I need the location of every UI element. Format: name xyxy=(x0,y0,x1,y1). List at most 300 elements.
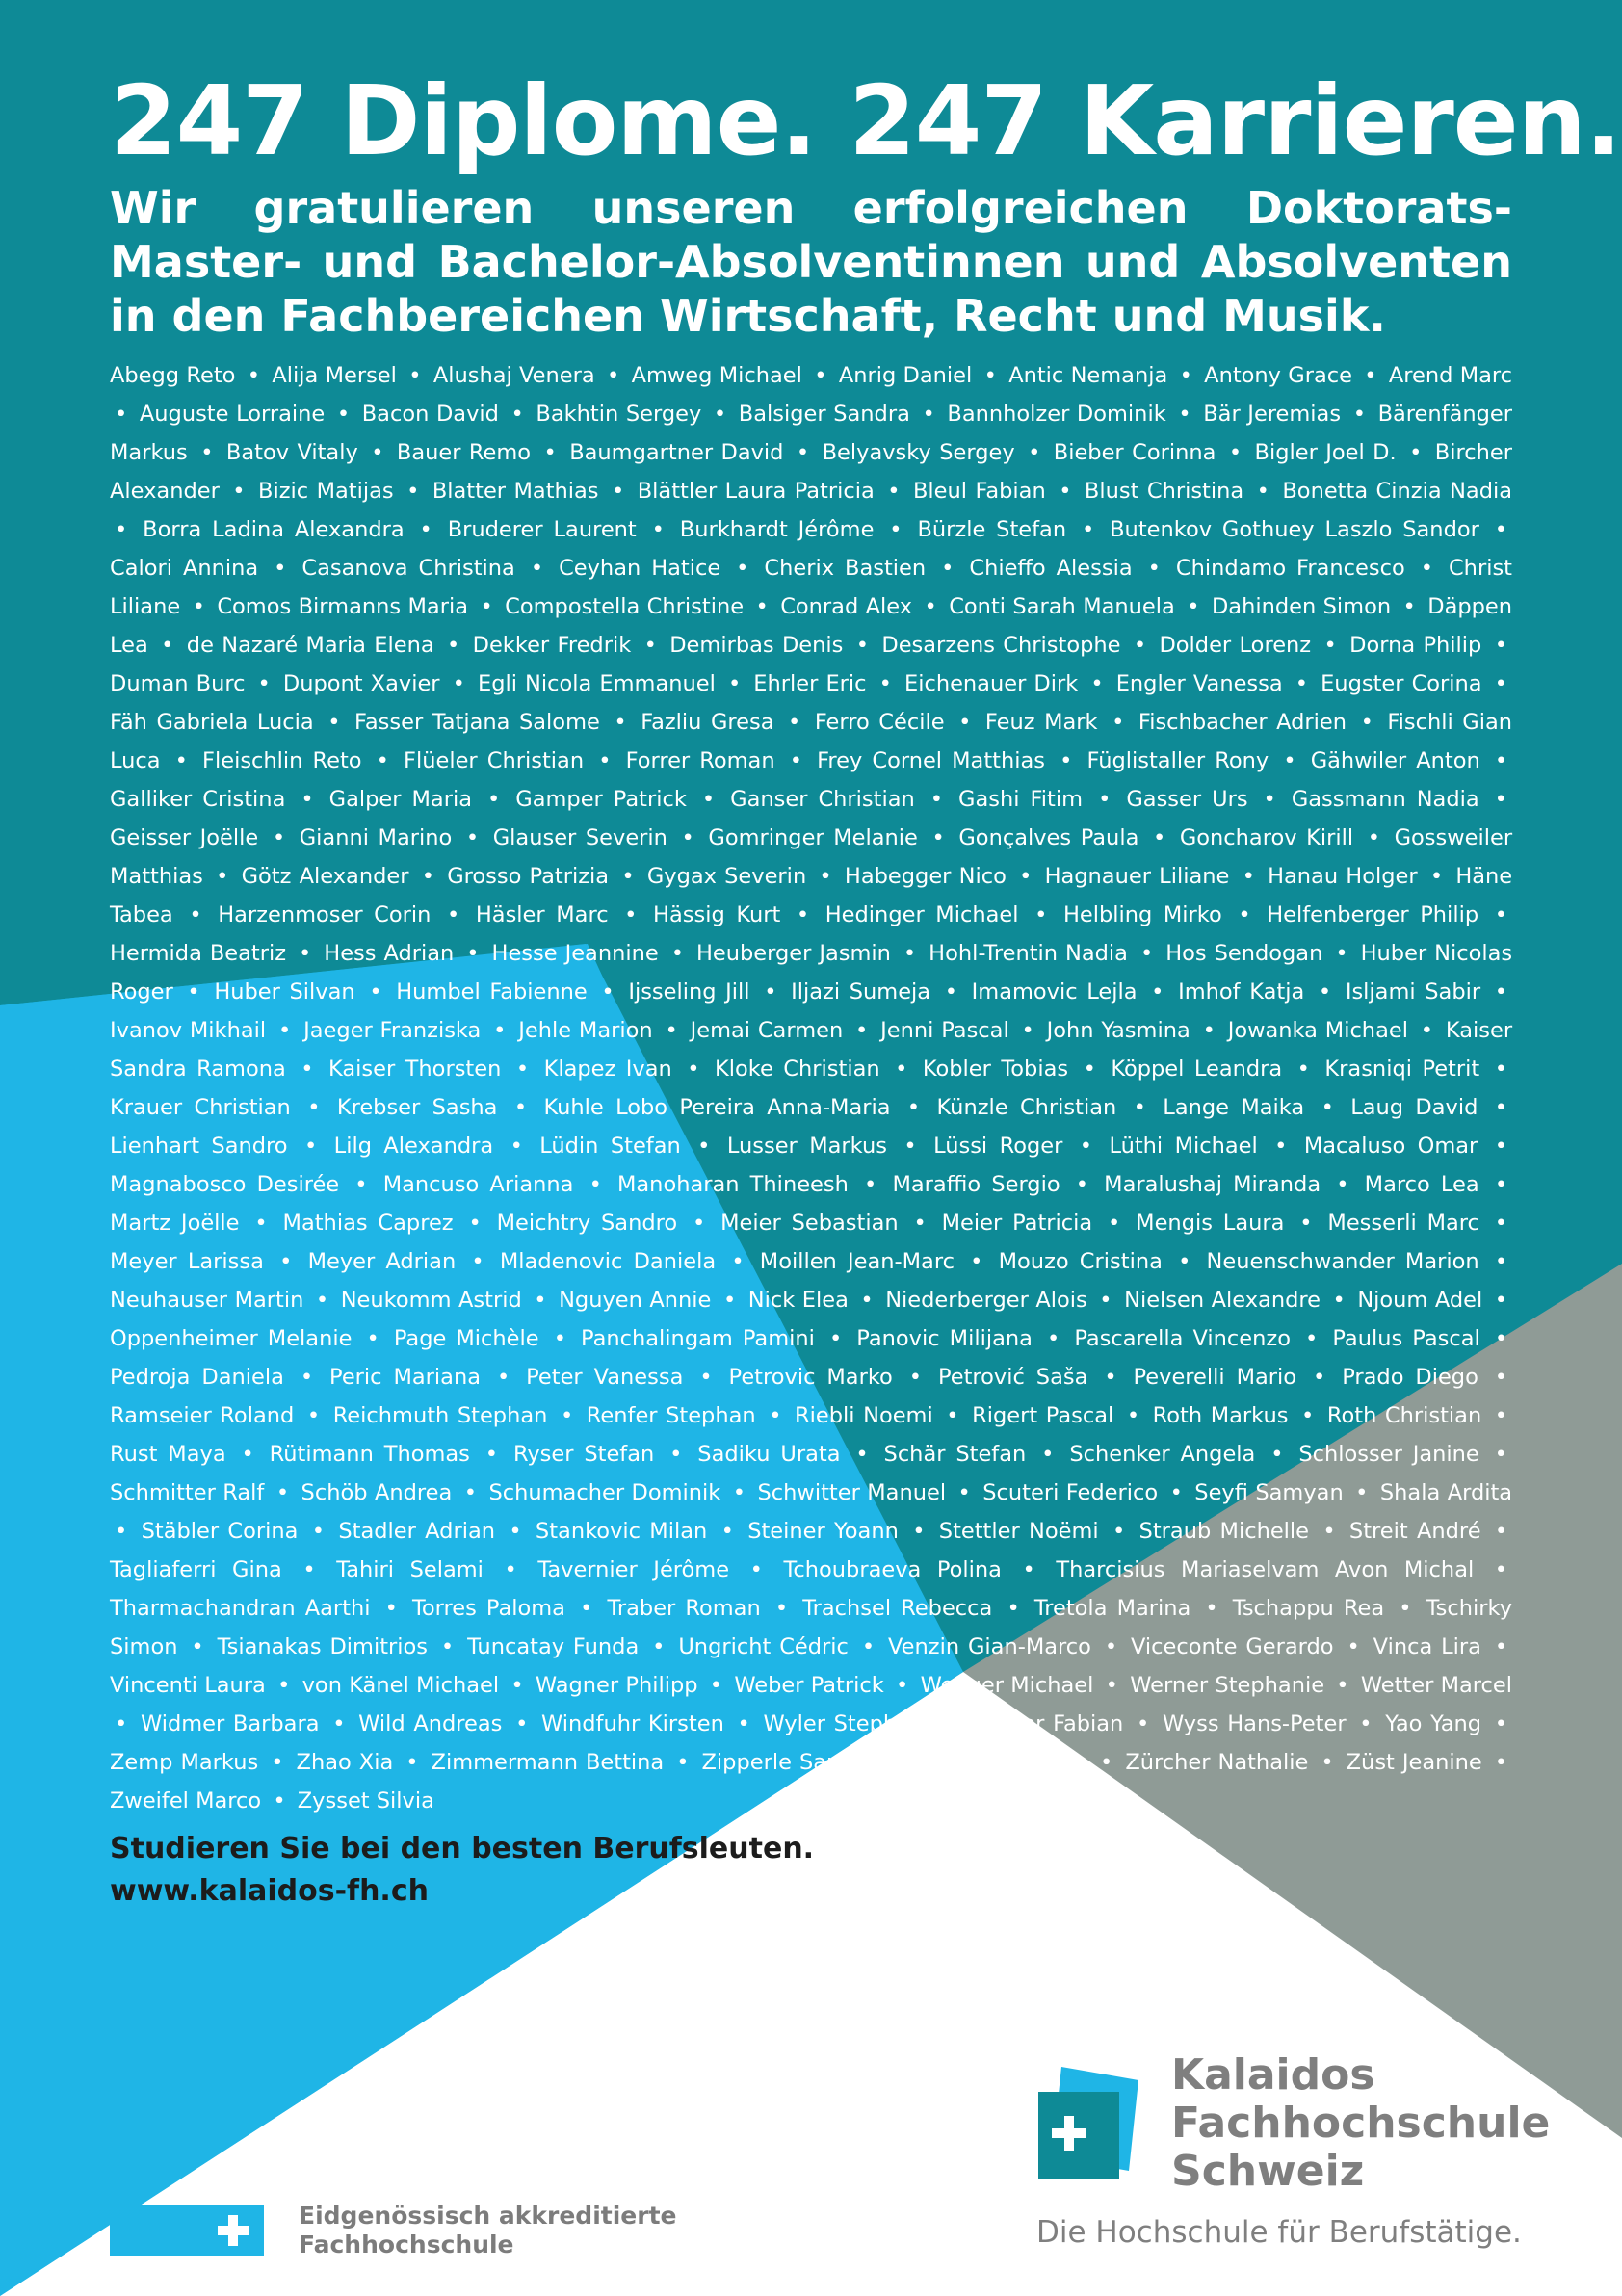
bullet-separator: • xyxy=(796,440,810,465)
graduate-name: Hos Sendogan xyxy=(1165,941,1323,966)
bullet-separator: • xyxy=(1133,1095,1146,1120)
graduate-name: Paulus Pascal xyxy=(1332,1326,1480,1351)
bullet-separator: • xyxy=(1041,1442,1055,1467)
bullet-separator: • xyxy=(669,1442,683,1467)
graduate-name: Gomringer Melanie xyxy=(708,825,918,850)
bullet-separator: • xyxy=(796,902,810,927)
bullet-separator: • xyxy=(465,825,480,850)
graduate-name: Gamper Patrick xyxy=(515,787,687,812)
bullet-separator: • xyxy=(543,440,557,465)
graduate-name: Tharcisius Mariaselvam Avon Michal xyxy=(1056,1557,1475,1582)
bullet-separator: • xyxy=(1352,402,1366,427)
graduate-name: Tchoubraeva Polina xyxy=(783,1557,1002,1582)
graduate-name: Zemp Markus xyxy=(110,1750,259,1775)
graduate-name: Nick Elea xyxy=(747,1288,849,1313)
graduate-name: Scuteri Federico xyxy=(982,1480,1159,1505)
bullet-separator: • xyxy=(484,1442,499,1467)
accreditation-text xyxy=(299,2202,676,2259)
graduate-name: Traber Roman xyxy=(607,1596,761,1621)
graduate-name: Hagnauer Liliane xyxy=(1044,864,1230,889)
graduate-name: Wyler Fabian xyxy=(981,1711,1124,1736)
graduate-name: Dekker Fredrik xyxy=(472,633,632,658)
graduate-name: Meier Patricia xyxy=(941,1211,1093,1236)
bullet-separator: • xyxy=(513,1095,528,1120)
bullet-separator: • xyxy=(277,1673,291,1698)
graduate-name: Bizic Matijas xyxy=(258,479,394,504)
bullet-separator: • xyxy=(1336,1673,1349,1698)
bullet-separator: • xyxy=(1021,1018,1034,1043)
graduate-name: Mathias Caprez xyxy=(282,1211,454,1236)
graduate-name: Panchalingam Pamini xyxy=(581,1326,815,1351)
graduate-name: von Känel Michael xyxy=(301,1673,500,1698)
bullet-separator: • xyxy=(302,1557,316,1582)
graduate-name: Goncharov Kirill xyxy=(1179,825,1354,850)
bullet-separator: • xyxy=(1295,671,1309,696)
graduate-name: Häne Tabea xyxy=(110,864,1513,927)
bullet-separator: • xyxy=(1494,1711,1507,1736)
graduate-name: Seyfi Samyan xyxy=(1194,1480,1344,1505)
accreditation-line-2: Fachhochschule xyxy=(299,2231,514,2258)
bullet-separator: • xyxy=(1359,1711,1373,1736)
bullet-separator: • xyxy=(1242,864,1255,889)
bullet-separator: • xyxy=(273,1788,286,1813)
graduate-name: Hermida Beatriz xyxy=(110,941,287,966)
graduate-name: Marco Lea xyxy=(1364,1172,1479,1197)
graduate-list xyxy=(110,356,1512,1820)
logo-line-3: Schweiz xyxy=(1171,2147,1365,2196)
bullet-separator: • xyxy=(447,902,460,927)
graduate-name: Ungricht Cédric xyxy=(678,1634,849,1659)
graduate-name: Imamovic Lejla xyxy=(971,979,1138,1004)
bullet-separator: • xyxy=(300,1365,314,1390)
graduate-name: Schwitter Manuel xyxy=(757,1480,947,1505)
bullet-separator: • xyxy=(1322,1519,1336,1544)
bullet-separator: • xyxy=(303,1134,318,1159)
bullet-separator: • xyxy=(1059,479,1072,504)
graduate-name: Arend Marc xyxy=(1388,363,1513,388)
bullet-separator: • xyxy=(1420,1018,1434,1043)
graduate-name: Schumacher Dominik xyxy=(488,1480,721,1505)
graduate-name: Bonetta Cinzia Nadia xyxy=(1282,479,1513,504)
accreditation-bar xyxy=(110,2205,264,2256)
bullet-separator: • xyxy=(651,517,665,542)
bullet-separator: • xyxy=(736,556,749,581)
bullet-separator: • xyxy=(1367,825,1381,850)
graduate-name: Züst Jeanine xyxy=(1346,1750,1482,1775)
bullet-separator: • xyxy=(1034,902,1048,927)
bullet-separator: • xyxy=(192,594,205,619)
graduate-name: Lüssi Roger xyxy=(933,1134,1063,1159)
bullet-separator: • xyxy=(1494,1750,1508,1775)
graduate-name: Alushaj Venera xyxy=(432,363,595,388)
website-link[interactable]: www.kalaidos-fh.ch xyxy=(110,1874,429,1908)
bullet-separator: • xyxy=(1139,941,1154,966)
bullet-separator: • xyxy=(1152,825,1166,850)
bullet-separator: • xyxy=(1335,941,1348,966)
graduate-name: Christ Liliane xyxy=(110,556,1512,619)
bullet-separator: • xyxy=(232,479,246,504)
bullet-separator: • xyxy=(693,1211,706,1236)
bullet-separator: • xyxy=(755,594,769,619)
graduate-name: Zuberbühler Julia xyxy=(900,1750,1088,1775)
graduate-name: Galper Maria xyxy=(328,787,472,812)
bullet-separator: • xyxy=(187,979,200,1004)
bullet-separator: • xyxy=(903,941,917,966)
bullet-separator: • xyxy=(327,710,341,735)
bullet-separator: • xyxy=(774,1596,789,1621)
bullet-separator: • xyxy=(315,1288,329,1313)
bullet-separator: • xyxy=(720,1519,734,1544)
bullet-separator: • xyxy=(861,1634,876,1659)
bullet-separator: • xyxy=(624,902,638,927)
bullet-separator: • xyxy=(769,1403,782,1428)
graduate-name: Ijsseling Jill xyxy=(628,979,750,1004)
bullet-separator: • xyxy=(946,1403,959,1428)
graduate-name: Meichtry Sandro xyxy=(496,1211,678,1236)
bullet-separator: • xyxy=(1318,979,1332,1004)
graduate-name: Widmer Barbara xyxy=(140,1711,320,1736)
logo-line-2: Fachhochschule xyxy=(1171,2099,1551,2148)
bullet-separator: • xyxy=(621,864,635,889)
graduate-name: Isljami Sabir xyxy=(1345,979,1481,1004)
graduate-name: Reichmuth Stephan xyxy=(332,1403,548,1428)
graduate-name: Hedinger Michael xyxy=(824,902,1019,927)
graduate-name: Mengis Laura xyxy=(1136,1211,1285,1236)
graduate-name: Conrad Alex xyxy=(780,594,913,619)
bullet-separator: • xyxy=(1494,1249,1508,1274)
bullet-separator: • xyxy=(1494,633,1507,658)
bullet-separator: • xyxy=(970,1249,983,1274)
graduate-name: Dolder Lorenz xyxy=(1159,633,1312,658)
graduate-name: Njoum Adel xyxy=(1357,1288,1483,1313)
graduate-name: Niederberger Alois xyxy=(885,1288,1087,1313)
graduate-name: Auguste Lorraine xyxy=(139,402,326,427)
graduate-name: Bieber Corinna xyxy=(1053,440,1216,465)
bullet-separator: • xyxy=(903,1134,917,1159)
graduate-name: Streit André xyxy=(1348,1519,1481,1544)
bullet-separator: • xyxy=(115,517,128,542)
bullet-separator: • xyxy=(1075,1172,1089,1197)
bullet-separator: • xyxy=(371,440,384,465)
graduate-name: Bürzle Stefan xyxy=(917,517,1067,542)
graduate-name: Frey Cornel Matthias xyxy=(817,748,1046,773)
main-content xyxy=(110,65,1621,1913)
graduate-name: Zürcher Nathalie xyxy=(1125,1750,1309,1775)
bullet-separator: • xyxy=(1104,1634,1118,1659)
bullet-separator: • xyxy=(1274,1134,1288,1159)
graduate-name: Geisser Joëlle xyxy=(110,825,259,850)
bullet-separator: • xyxy=(1360,710,1373,735)
graduate-name: Steiner Yoann xyxy=(747,1519,899,1544)
graduate-name: Messerli Marc xyxy=(1327,1211,1479,1236)
bullet-separator: • xyxy=(913,1211,927,1236)
graduate-name: Huber Silvan xyxy=(214,979,355,1004)
bullet-separator: • xyxy=(1205,1596,1218,1621)
bullet-separator: • xyxy=(332,1711,346,1736)
bullet-separator: • xyxy=(504,1557,517,1582)
bullet-separator: • xyxy=(908,1365,923,1390)
bullet-separator: • xyxy=(1347,1634,1360,1659)
graduate-name: Tharmachandran Aarthi xyxy=(110,1596,371,1621)
graduate-name: Yao Yang xyxy=(1385,1711,1482,1736)
graduate-name: Chieffo Alessia xyxy=(969,556,1133,581)
graduate-name: Shala Ardita xyxy=(1379,1480,1513,1505)
graduate-name: Oppenheimer Melanie xyxy=(110,1326,353,1351)
bullet-separator: • xyxy=(1494,517,1508,542)
graduate-name: Pascarella Vincenzo xyxy=(1074,1326,1291,1351)
graduate-name: Helfenberger Philip xyxy=(1267,902,1479,927)
graduate-name: Bruderer Laurent xyxy=(447,517,637,542)
graduate-name: Duman Burc xyxy=(110,671,246,696)
bullet-separator: • xyxy=(1494,979,1508,1004)
bullet-separator: • xyxy=(553,1326,566,1351)
bullet-separator: • xyxy=(452,671,465,696)
bullet-separator: • xyxy=(1169,1480,1183,1505)
graduate-name: Bär Jeremias xyxy=(1203,402,1342,427)
graduate-name: Demirbas Denis xyxy=(669,633,844,658)
bullet-separator: • xyxy=(336,402,351,427)
graduate-name: Eugster Corina xyxy=(1321,671,1482,696)
bullet-separator: • xyxy=(1104,1365,1117,1390)
graduate-name: Roth Christian xyxy=(1326,1403,1482,1428)
bullet-separator: • xyxy=(307,1095,321,1120)
bullet-separator: • xyxy=(510,1134,523,1159)
graduate-name: Schmitter Ralf xyxy=(110,1480,265,1505)
bullet-separator: • xyxy=(189,902,202,927)
graduate-name: Pedroja Daniela xyxy=(110,1365,284,1390)
bullet-separator: • xyxy=(709,1673,723,1698)
logo-tagline: Die Hochschule für Berufstätige. xyxy=(1036,2215,1522,2250)
graduate-name: Burkhardt Jérôme xyxy=(679,517,875,542)
graduate-name: Peric Mariana xyxy=(329,1365,481,1390)
graduate-name: Viceconte Gerardo xyxy=(1131,1634,1334,1659)
bullet-separator: • xyxy=(1108,1211,1121,1236)
bullet-separator: • xyxy=(912,1519,926,1544)
graduate-name: Gashi Fitim xyxy=(958,787,1084,812)
bullet-separator: • xyxy=(1399,1596,1412,1621)
graduate-name: Laug David xyxy=(1350,1095,1478,1120)
bullet-separator: • xyxy=(1409,440,1423,465)
bullet-separator: • xyxy=(1147,556,1161,581)
bullet-separator: • xyxy=(1494,1519,1508,1544)
graduate-name: Wyler Stephanie xyxy=(763,1711,944,1736)
bullet-separator: • xyxy=(1099,1288,1112,1313)
bullet-separator: • xyxy=(161,633,174,658)
graduate-name: Tagliaferri Gina xyxy=(110,1557,282,1582)
graduate-name: Zhao Xia xyxy=(296,1750,394,1775)
graduate-name: Kaiser Thorsten xyxy=(328,1057,502,1082)
graduate-name: Manoharan Thineesh xyxy=(616,1172,849,1197)
graduate-name: Engler Vanessa xyxy=(1115,671,1283,696)
bullet-separator: • xyxy=(957,1480,971,1505)
graduate-name: Gasser Urs xyxy=(1126,787,1248,812)
graduate-name: Sadiku Urata xyxy=(697,1442,841,1467)
bullet-separator: • xyxy=(922,402,935,427)
graduate-name: Wild Andreas xyxy=(358,1711,503,1736)
graduate-name: Belyavsky Sergey xyxy=(822,440,1015,465)
bullet-separator: • xyxy=(115,402,128,427)
graduate-name: Petrovic Marko xyxy=(728,1365,893,1390)
logo-wordmark xyxy=(1171,2051,1550,2196)
bullet-separator: • xyxy=(254,1211,268,1236)
graduate-name: Vincenti Laura xyxy=(110,1673,266,1698)
bullet-separator: • xyxy=(1112,710,1125,735)
bullet-separator: • xyxy=(1402,594,1416,619)
bullet-separator: • xyxy=(1301,1403,1315,1428)
graduate-name: Blättler Laura Patricia xyxy=(637,479,875,504)
graduate-name: Huber Nicolas Roger xyxy=(110,941,1513,1004)
bullet-separator: • xyxy=(1321,1095,1334,1120)
accreditation-badge xyxy=(110,2202,676,2259)
graduate-name: Bircher Alexander xyxy=(110,440,1512,504)
bullet-separator: • xyxy=(955,1711,970,1736)
graduate-name: Balsiger Sandra xyxy=(738,402,910,427)
bullet-separator: • xyxy=(924,594,937,619)
graduate-name: Lilg Alexandra xyxy=(333,1134,494,1159)
bullet-separator: • xyxy=(1187,594,1200,619)
graduate-name: Bigler Joel D. xyxy=(1254,440,1397,465)
bullet-separator: • xyxy=(1151,979,1164,1004)
bullet-separator: • xyxy=(1323,633,1337,658)
bullet-separator: • xyxy=(486,787,501,812)
logo-line-1: Kalaidos xyxy=(1171,2050,1375,2100)
graduate-name: Götz Alexander xyxy=(241,864,409,889)
graduate-name: Weber Patrick xyxy=(734,1673,884,1698)
bullet-separator: • xyxy=(789,748,802,773)
bullet-separator: • xyxy=(1305,1326,1319,1351)
bullet-separator: • xyxy=(1494,1134,1507,1159)
graduate-name: Lange Maika xyxy=(1163,1095,1305,1120)
bullet-separator: • xyxy=(749,1557,763,1582)
bullet-separator: • xyxy=(606,363,620,388)
bullet-separator: • xyxy=(257,671,271,696)
graduate-name: Panovic Milijana xyxy=(856,1326,1033,1351)
graduate-name: Ferro Cécile xyxy=(814,710,945,735)
graduate-name: Antony Grace xyxy=(1204,363,1352,388)
graduate-name: Antic Nemanja xyxy=(1008,363,1168,388)
accreditation-line-1: Eidgenössisch akkreditierte xyxy=(299,2202,677,2230)
graduate-name: Kuhle Lobo Pereira Anna-Maria xyxy=(543,1095,891,1120)
graduate-name: Rütimann Thomas xyxy=(269,1442,470,1467)
bullet-separator: • xyxy=(1296,1057,1310,1082)
graduate-name: Stankovic Milan xyxy=(535,1519,708,1544)
graduate-name: Fischbacher Adrien xyxy=(1138,710,1347,735)
bullet-separator: • xyxy=(676,1750,690,1775)
bullet-separator: • xyxy=(406,479,420,504)
bullet-separator: • xyxy=(860,1288,874,1313)
bullet-separator: • xyxy=(731,1249,745,1274)
bullet-separator: • xyxy=(819,864,832,889)
bullet-separator: • xyxy=(115,1519,128,1544)
graduate-name: Maralushaj Miranda xyxy=(1104,1172,1321,1197)
graduate-name: Bleul Fabian xyxy=(912,479,1046,504)
bullet-separator: • xyxy=(906,1095,921,1120)
graduate-name: Borra Ladina Alexandra xyxy=(143,517,405,542)
bullet-separator: • xyxy=(376,748,389,773)
bullet-separator: • xyxy=(687,1057,700,1082)
bullet-separator: • xyxy=(354,1172,368,1197)
bullet-separator: • xyxy=(1336,1172,1349,1197)
graduate-name: Vinca Lira xyxy=(1373,1634,1481,1659)
graduate-name: Blust Christina xyxy=(1084,479,1244,504)
graduate-name: Helbling Mirko xyxy=(1062,902,1222,927)
graduate-name: Macaluso Omar xyxy=(1303,1134,1478,1159)
bullet-separator: • xyxy=(1137,1711,1150,1736)
bullet-separator: • xyxy=(1283,748,1296,773)
bullet-separator: • xyxy=(598,748,612,773)
graduate-name: Casanova Christina xyxy=(301,556,515,581)
bullet-separator: • xyxy=(1312,1365,1326,1390)
graduate-name: Stettler Noëmi xyxy=(938,1519,1099,1544)
bullet-separator: • xyxy=(896,1673,909,1698)
bullet-separator: • xyxy=(855,1018,869,1043)
graduate-name: Desarzens Christophe xyxy=(881,633,1121,658)
bullet-separator: • xyxy=(875,1750,888,1775)
bullet-separator: • xyxy=(406,1750,419,1775)
graduate-name: Tschappu Rea xyxy=(1232,1596,1385,1621)
bullet-separator: • xyxy=(274,556,287,581)
graduate-name: Zipperle Sarah xyxy=(701,1750,863,1775)
bullet-separator: • xyxy=(1494,1172,1508,1197)
bullet-separator: • xyxy=(1178,402,1191,427)
bullet-separator: • xyxy=(737,1711,750,1736)
bullet-separator: • xyxy=(1083,1057,1096,1082)
bullet-separator: • xyxy=(713,402,727,427)
graduate-name: Lüthi Michael xyxy=(1109,1134,1258,1159)
bullet-separator: • xyxy=(864,1172,877,1197)
graduate-name: Grosso Patrizia xyxy=(447,864,610,889)
bullet-separator: • xyxy=(1007,1596,1020,1621)
bullet-separator: • xyxy=(471,1249,484,1274)
graduate-name: Schenker Angela xyxy=(1069,1442,1256,1467)
headline: 247 Diplome. 247 Karrieren. xyxy=(110,65,1621,177)
graduate-name: Mancuso Arianna xyxy=(382,1172,574,1197)
graduate-name: Fischli Gian Luca xyxy=(110,710,1513,773)
bullet-separator: • xyxy=(1060,748,1073,773)
bullet-separator: • xyxy=(1019,864,1033,889)
bullet-separator: • xyxy=(855,1442,869,1467)
bullet-separator: • xyxy=(369,979,382,1004)
bullet-separator: • xyxy=(580,1596,593,1621)
graduate-name: Rigert Pascal xyxy=(972,1403,1114,1428)
graduate-name: Torres Paloma xyxy=(411,1596,565,1621)
graduate-name: Gianni Marino xyxy=(299,825,453,850)
graduate-name: Galliker Cristina xyxy=(110,787,286,812)
graduate-name: Meyer Adrian xyxy=(307,1249,457,1274)
graduate-name: Werner Stephanie xyxy=(1130,1673,1325,1698)
graduate-name: Krebser Sasha xyxy=(336,1095,498,1120)
subheadline: Wir gratulieren unseren erfolgreichen Doktorats- Master- und Bachelor-Absolventinnen und Absolventen in den Fachbereichen Wirtschaft, Recht und Musik. xyxy=(110,182,1512,342)
graduate-name: Neuhauser Martin xyxy=(110,1288,304,1313)
graduate-name: Venzin Gian-Marco xyxy=(888,1634,1091,1659)
graduate-name: Hohl-Trentin Nadia xyxy=(929,941,1128,966)
bullet-separator: • xyxy=(466,941,480,966)
graduate-name: Dahinden Simon xyxy=(1211,594,1392,619)
graduate-name: Bärenfänger Markus xyxy=(110,402,1513,465)
graduate-name: Peter Vanessa xyxy=(526,1365,684,1390)
graduate-name: Jenni Pascal xyxy=(880,1018,1009,1043)
bullet-separator: • xyxy=(878,671,892,696)
bullet-separator: • xyxy=(1494,1365,1508,1390)
bullet-separator: • xyxy=(1494,1211,1508,1236)
graduate-name: Jehle Marion xyxy=(518,1018,653,1043)
graduate-name: Neuenschwander Marion xyxy=(1206,1249,1479,1274)
bullet-separator: • xyxy=(1494,1057,1507,1082)
graduate-name: Lusser Markus xyxy=(726,1134,887,1159)
graduate-name: Lienhart Sandro xyxy=(110,1134,288,1159)
bullet-separator: • xyxy=(1126,1403,1140,1428)
bullet-separator: • xyxy=(929,787,944,812)
